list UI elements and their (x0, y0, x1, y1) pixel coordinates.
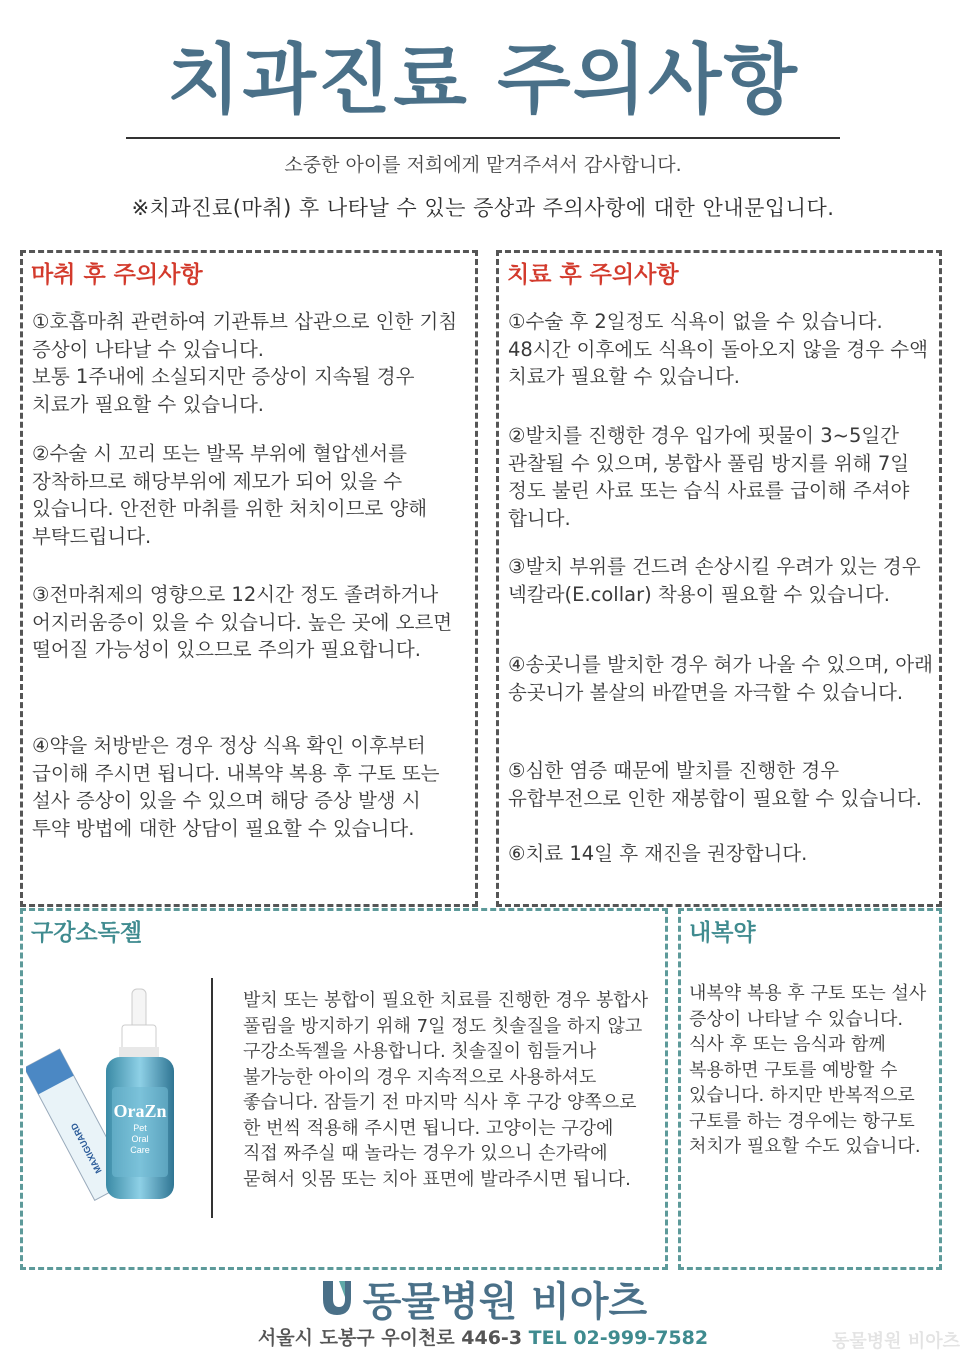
thanks-message: 소중한 아이를 저희에게 맡겨주셔서 감사합니다. (284, 154, 682, 176)
oral-medication-text: 내복약 복용 후 구토 또는 설사 증상이 나타날 수 있습니다. 식사 후 또는 음식과 함께 복용하면 구토를 예방할 수 있습니다. 하지만 반복적으로 구토를 하는 경우에는 항구토 처치가 필요할 수도 있습니다. (689, 983, 927, 1157)
hospital-name: 동물병원 비아츠 (362, 1279, 648, 1325)
product-line-2: Oral (131, 1134, 149, 1144)
product-line-1: Pet (133, 1123, 147, 1133)
notice-description: ※치과진료(마취) 후 나타날 수 있는 증상과 주의사항에 대한 안내문입니다. (131, 196, 835, 220)
anesthesia-section-title: 마취 후 주의사항 (31, 262, 203, 288)
treatment-item-2: ②발치를 진행한 경우 입가에 핏물이 3~5일간 관찰될 수 있으며, 봉합사 풀림 방지를 위해 7일 정도 불린 사료 또는 습식 사료를 급이해 주셔야 합니다. (508, 424, 910, 530)
product-side-label: MAXIGUARD (68, 1121, 104, 1176)
anesthesia-item-4: ④약을 처방받은 경우 정상 식욕 확인 이후부터 급이해 주시면 됩니다. 내복약 복용 후 구토 또는 설사 증상이 있을 수 있으며 해당 증상 발생 시 투약 방법에 대한 상담이 필요할 수 있습니다. (32, 734, 440, 840)
treatment-section (496, 250, 942, 907)
anesthesia-item-3: ③전마취제의 영향으로 12시간 정도 졸려하거나 어지러움증이 있을 수 있습니다. 높은 곳에 오르면 떨어질 가능성이 있으므로 주의가 필요합니다. (32, 583, 453, 661)
product-line-3: Care (130, 1145, 150, 1155)
oral-gel-product-image (26, 985, 176, 1205)
anesthesia-item-2: ②수술 시 꼬리 또는 발목 부위에 혈압센서를 장착하므로 해당부위에 제모가 되어 있을 수 있습니다. 안전한 마취를 위한 처치이므로 양해 부탁드립니다. (32, 442, 428, 548)
treatment-item-5: ⑤심한 염증 때문에 발치를 진행한 경우 유합부전으로 인한 재봉합이 필요할 수 있습니다. (508, 759, 922, 810)
hospital-address: 서울시 도봉구 우이천로 446-3 (257, 1327, 523, 1349)
anesthesia-item-1: ①호흡마취 관련하여 기관튜브 삽관으로 인한 기침 증상이 나타날 수 있습니다. 보통 1주내에 소실되지만 증상이 지속될 경우 치료가 필요할 수 있습니다. (32, 310, 458, 416)
watermark: 동물병원 비아츠 (832, 1331, 960, 1352)
product-brand-label: OraZn (113, 1101, 167, 1121)
oral-medication-section (678, 908, 942, 1270)
oral-gel-divider (211, 978, 213, 1218)
treatment-item-6: ⑥치료 14일 후 재진을 권장합니다. (508, 842, 808, 865)
treatment-item-3: ③발치 부위를 건드려 손상시킬 우려가 있는 경우 넥칼라(E.collar) 착용이 필요할 수 있습니다. (508, 555, 921, 606)
treatment-item-1: ①수술 후 2일정도 식욕이 없을 수 있습니다. 48시간 이후에도 식욕이 돌아오지 않을 경우 수액 치료가 필요할 수 있습니다. (508, 310, 928, 388)
hospital-contact (0, 1322, 966, 1354)
page-title: 치과진료 주의사항 (167, 35, 799, 124)
treatment-item-4: ④송곳니를 발치한 경우 혀가 나올 수 있으며, 아래 송곳니가 볼살의 바깥면을 자극할 수 있습니다. (508, 653, 933, 704)
anesthesia-section (20, 250, 478, 907)
oral-medication-section-title: 내복약 (689, 920, 756, 946)
oral-gel-text: 발치 또는 봉합이 필요한 치료를 진행한 경우 봉합사 풀림을 방지하기 위해 7일 정도 칫솔질을 하지 않고 구강소독젤을 사용합니다. 칫솔질이 힘들거나 불가능한 아이의 경우 지속적으로 사용하셔도 좋습니다. 잠들기 전 마지막 식사 후 구강 양쪽으로 한 번씩 적용해 주시면 됩니다. 고양이는 구강에 직접 짜주실 때 놀라는 경우가 있으니 손가락에 묻혀서 잇몸 또는 치아 표면에 발라주시면 됩니다. (243, 990, 649, 1190)
title-divider (126, 137, 840, 139)
treatment-section-title: 치료 후 주의사항 (507, 262, 679, 288)
oral-gel-section-title: 구강소독젤 (31, 920, 143, 946)
hospital-phone: TEL 02-999-7582 (528, 1327, 709, 1349)
